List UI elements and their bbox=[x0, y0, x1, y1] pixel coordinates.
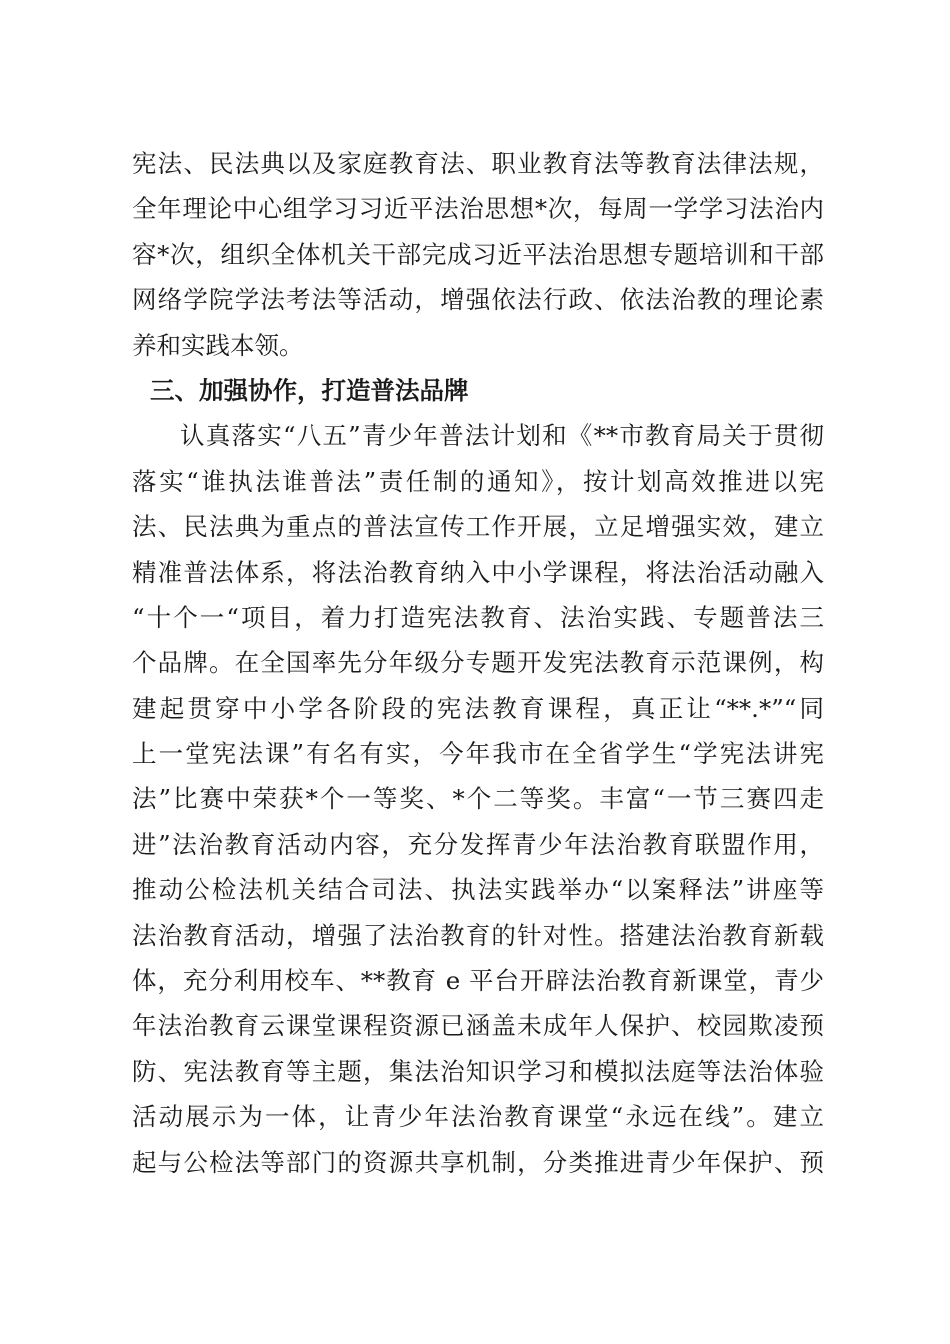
intro-line-last: 养和实践本领。 bbox=[132, 330, 304, 360]
body-line: 个品牌。在全国率先分年级分专题开发宪法教育示范课例，构 bbox=[132, 648, 824, 678]
body-line: 建起贯穿中小学各阶段的宪法教育课程，真正让“**.*”“同 bbox=[132, 693, 824, 723]
intro-line: 全年理论中心组学习习近平法治思想*次，每周一学学习法治内 bbox=[132, 194, 824, 224]
body-line: 法”比赛中荣获*个一等奖、*个二等奖。丰富“一节三赛四走 bbox=[132, 784, 824, 814]
body-line: 落实“谁执法谁普法”责任制的通知》，按计划高效推进以宪 bbox=[132, 466, 824, 496]
body-line: 防、宪法教育等主题，集法治知识学习和模拟法庭等法治体验 bbox=[132, 1056, 824, 1086]
document-body bbox=[132, 141, 824, 1185]
body-line-first: 认真落实“八五”青少年普法计划和《**市教育局关于贯彻 bbox=[180, 421, 824, 451]
body-line: “十个一“项目，着力打造宪法教育、法治实践、专题普法三 bbox=[132, 602, 824, 632]
body-line: 推动公检法机关结合司法、执法实践举办“以案释法”讲座等 bbox=[132, 875, 824, 905]
body-line: 年法治教育云课堂课程资源已涵盖未成年人保护、校园欺凌预 bbox=[132, 1011, 824, 1041]
body-line: 起与公检法等部门的资源共享机制，分类推进青少年保护、预 bbox=[132, 1147, 824, 1177]
body-line: 上一堂宪法课”有名有实，今年我市在全省学生“学宪法讲宪 bbox=[132, 739, 824, 769]
intro-line: 容*次，组织全体机关干部完成习近平法治思想专题培训和干部 bbox=[132, 239, 824, 269]
body-line: 法、民法典为重点的普法宣传工作开展，立足增强实效，建立 bbox=[132, 512, 824, 542]
body-line: 精准普法体系，将法治教育纳入中小学课程，将法治活动融入 bbox=[132, 557, 824, 587]
body-line: 法治教育活动，增强了法治教育的针对性。搭建法治教育新载 bbox=[132, 920, 824, 950]
body-line: 体，充分利用校车、**教育 e 平台开辟法治教育新课堂，青少 bbox=[132, 966, 824, 996]
section-heading: 三、加强协作，打造普法品牌 bbox=[150, 375, 469, 405]
intro-line: 宪法、民法典以及家庭教育法、职业教育法等教育法律法规， bbox=[132, 149, 824, 178]
body-line: 进”法治教育活动内容，充分发挥青少年法治教育联盟作用， bbox=[132, 829, 824, 859]
intro-line: 网络学院学法考法等活动，增强依法行政、依法治教的理论素 bbox=[132, 285, 824, 315]
body-line: 活动展示为一体，让青少年法治教育课堂“永远在线”。建立 bbox=[132, 1102, 824, 1132]
